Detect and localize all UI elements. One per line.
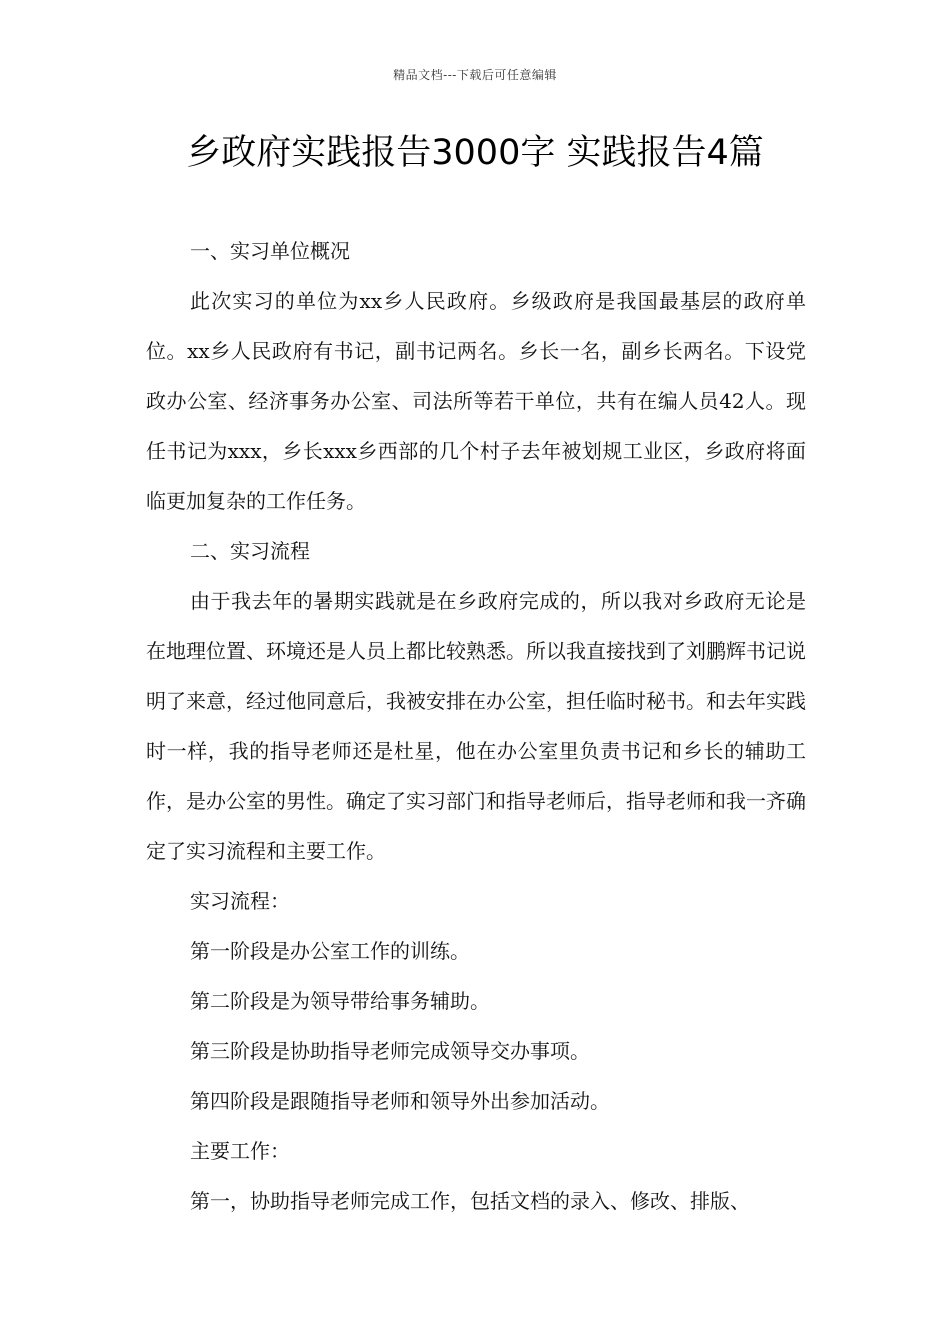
section-heading: 二、实习流程 <box>190 539 310 563</box>
list-item: 第三阶段是协助指导老师完成领导交办事项。 <box>190 1039 590 1063</box>
page-header: 精品文档---下载后可任意编辑 <box>393 68 557 82</box>
list-item: 第一阶段是办公室工作的训练。 <box>190 939 470 963</box>
body-paragraph: 此次实习的单位为xx乡人民政府。乡级政府是我国最基层的政府单位。xx乡人民政府有书记，副书记两名。乡长一名，副乡长两名。下设党政办公室、经济事务办公室、司法所等若干单位，共有在编人员42人。现任书记为xxx，乡长xxx乡西部的几个村子去年被划规工业区，乡政府将面临更加复杂的工作任务。 <box>146 289 806 513</box>
list-heading: 主要工作： <box>190 1139 290 1163</box>
section-heading: 一、实习单位概况 <box>190 239 350 263</box>
list-heading: 实习流程： <box>190 889 290 913</box>
body-paragraph: 由于我去年的暑期实践就是在乡政府完成的，所以我对乡政府无论是在地理位置、环境还是人员上都比较熟悉。所以我直接找到了刘鹏辉书记说明了来意，经过他同意后，我被安排在办公室，担任临时秘书。和去年实践时一样，我的指导老师还是杜星，他在办公室里负责书记和乡长的辅助工作，是办公室的男性。确定了实习部门和指导老师后，指导老师和我一齐确定了实习流程和主要工作。 <box>146 589 806 863</box>
document-title: 乡政府实践报告3000字 实践报告4篇 <box>186 133 764 173</box>
list-item: 第四阶段是跟随指导老师和领导外出参加活动。 <box>190 1089 610 1113</box>
document-body <box>146 226 806 1226</box>
body-paragraph: 第一，协助指导老师完成工作，包括文档的录入、修改、排版、 <box>190 1189 750 1213</box>
list-item: 第二阶段是为领导带给事务辅助。 <box>190 989 490 1013</box>
